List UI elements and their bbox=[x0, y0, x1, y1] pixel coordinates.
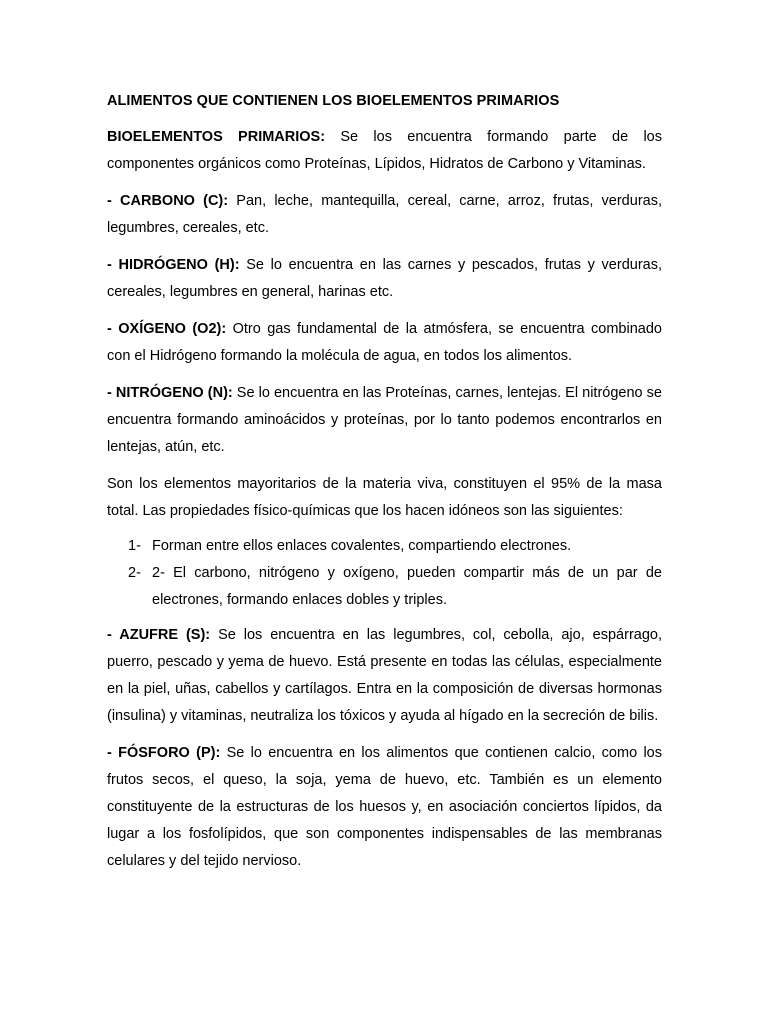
carbono-paragraph bbox=[107, 188, 662, 242]
properties-list bbox=[107, 533, 662, 614]
nitrogeno-text: Se lo encuentra en las Proteínas, carnes, lentejas. El nitrógeno se encuentra formando aminoácidos y proteínas, por lo tanto podemos encontrarlos en lentejas, atún, etc. bbox=[107, 385, 662, 455]
hidrogeno-text: Se lo encuentra en las carnes y pescados, frutas y verduras, cereales, legumbres en general, harinas etc. bbox=[107, 257, 662, 300]
oxigeno-label: - OXÍGENO (O2): bbox=[107, 321, 227, 337]
fosforo-text: Se lo encuentra en los alimentos que contienen calcio, como los frutos secos, el queso, la soja, yema de huevo, etc. También es un elemento constituyente de la estructuras de los huesos y, en asociación conciertos lípidos, da lugar a los fosfolípidos, que son componentes indispensables de las membranas celulares y del tejido nervioso. bbox=[107, 745, 662, 869]
list-item-number: 1- bbox=[128, 538, 141, 554]
intro-text: Se los encuentra formando parte de los componentes orgánicos como Proteínas, Lípidos, Hidratos de Carbono y Vitaminas. bbox=[107, 129, 662, 172]
azufre-text: Se los encuentra en las legumbres, col, cebolla, ajo, espárrago, puerro, pescado y yema de huevo. Está presente en todas las células, especialmente en la piel, uñas, cabellos y cartílagos. Entra en la composición de diversas hormonas (insulina) y vitaminas, neutraliza los tóxicos y ayuda al hígado en la secreción de bilis. bbox=[107, 627, 662, 724]
summary-paragraph: Son los elementos mayoritarios de la materia viva, constituyen el 95% de la masa total. Las propiedades físico-químicas que los hacen idóneos son las siguientes: bbox=[107, 476, 662, 519]
fosforo-paragraph bbox=[107, 740, 662, 875]
document-title: ALIMENTOS QUE CONTIENEN LOS BIOELEMENTOS PRIMARIOS bbox=[107, 93, 560, 109]
carbono-label: - CARBONO (C): bbox=[107, 193, 229, 209]
hidrogeno-paragraph bbox=[107, 252, 662, 306]
hidrogeno-label: - HIDRÓGENO (H): bbox=[107, 257, 240, 273]
list-item-text: 2- El carbono, nitrógeno y oxígeno, pueden compartir más de un par de electrones, formando enlaces dobles y triples. bbox=[152, 565, 662, 608]
intro-label: BIOELEMENTOS PRIMARIOS: bbox=[107, 129, 326, 145]
list-item bbox=[107, 533, 662, 560]
list-item bbox=[107, 560, 662, 614]
intro-paragraph bbox=[107, 124, 662, 178]
list-item-number: 2- bbox=[128, 565, 141, 581]
nitrogeno-paragraph bbox=[107, 380, 662, 461]
oxigeno-text: Otro gas fundamental de la atmósfera, se encuentra combinado con el Hidrógeno formando la molécula de agua, en todos los alimentos. bbox=[107, 321, 662, 364]
list-item-text: Forman entre ellos enlaces covalentes, compartiendo electrones. bbox=[152, 538, 572, 554]
nitrogeno-label: - NITRÓGENO (N): bbox=[107, 385, 233, 401]
azufre-label: - AZUFRE (S): bbox=[107, 627, 211, 643]
azufre-paragraph bbox=[107, 622, 662, 730]
carbono-text: Pan, leche, mantequilla, cereal, carne, arroz, frutas, verduras, legumbres, cereales, etc. bbox=[107, 193, 662, 236]
fosforo-label: - FÓSFORO (P): bbox=[107, 745, 221, 761]
oxigeno-paragraph bbox=[107, 316, 662, 370]
